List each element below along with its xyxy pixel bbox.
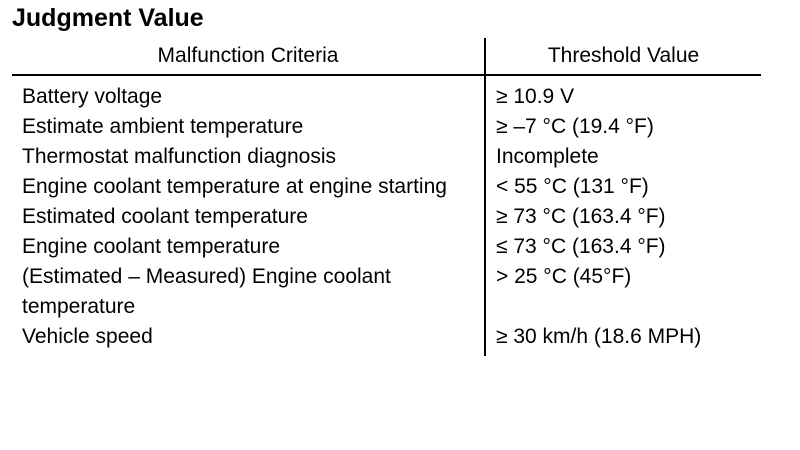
table-row bbox=[12, 75, 761, 112]
criteria-cell: (Estimated – Measured) Engine coolant temperature bbox=[12, 262, 485, 322]
table-row bbox=[12, 202, 761, 232]
criteria-cell: Estimate ambient temperature bbox=[12, 112, 485, 142]
table-row bbox=[12, 142, 761, 172]
criteria-cell: Vehicle speed bbox=[12, 322, 485, 356]
table-row bbox=[12, 112, 761, 142]
threshold-cell: ≤ 73 °C (163.4 °F) bbox=[496, 235, 666, 258]
threshold-cell: < 55 °C (131 °F) bbox=[496, 175, 649, 198]
table-row bbox=[12, 322, 761, 356]
table-row bbox=[12, 232, 761, 262]
threshold-cell: ≥ 73 °C (163.4 °F) bbox=[496, 205, 666, 228]
table-header-row bbox=[12, 38, 761, 75]
section-title: Judgment Value bbox=[12, 4, 204, 32]
criteria-cell: Battery voltage bbox=[12, 75, 485, 112]
threshold-cell: ≥ –7 °C (19.4 °F) bbox=[496, 115, 654, 138]
criteria-cell: Engine coolant temperature at engine starting bbox=[12, 172, 485, 202]
criteria-cell: Estimated coolant temperature bbox=[12, 202, 485, 232]
table-row bbox=[12, 172, 761, 202]
threshold-cell: ≥ 10.9 V bbox=[496, 85, 575, 108]
criteria-cell: Engine coolant temperature bbox=[12, 232, 485, 262]
threshold-cell: Incomplete bbox=[496, 145, 599, 168]
table-row bbox=[12, 262, 761, 322]
judgment-value-table bbox=[12, 38, 761, 356]
threshold-cell: > 25 °C (45°F) bbox=[496, 265, 632, 288]
criteria-cell: Thermostat malfunction diagnosis bbox=[12, 142, 485, 172]
header-malfunction-criteria: Malfunction Criteria bbox=[12, 38, 485, 75]
threshold-cell: ≥ 30 km/h (18.6 MPH) bbox=[496, 325, 702, 348]
header-threshold-value: Threshold Value bbox=[485, 38, 761, 75]
